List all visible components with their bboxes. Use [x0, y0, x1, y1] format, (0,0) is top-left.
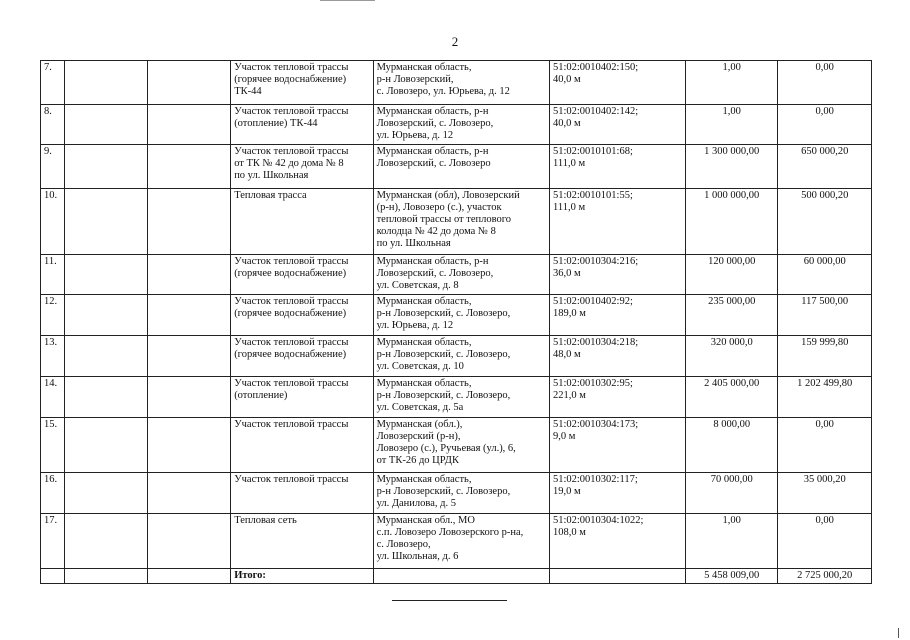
top-scan-mark	[320, 0, 375, 1]
residual-value: 0,00	[778, 418, 872, 473]
book-value: 8 000,00	[685, 418, 777, 473]
table-row	[41, 514, 872, 569]
empty-cell	[65, 61, 148, 105]
residual-value: 500 000,20	[778, 189, 872, 255]
residual-value: 117 500,00	[778, 295, 872, 336]
total-empty	[41, 569, 65, 584]
object-name: Участок тепловой трассы (горячее водоснабжение) ТК-44	[231, 61, 373, 105]
object-address: Мурманская область, р-н Ловозерский, с. Ловозеро, ул. Советская, д. 10	[373, 336, 549, 377]
cadastral-number: 51:02:0010304:218; 48,0 м	[549, 336, 685, 377]
object-address: Мурманская (обл), Ловозерский (р-н), Ловозеро (с.), участок тепловой трассы от теплового колодца № 42 до дома № 8 по ул. Школьная	[373, 189, 549, 255]
residual-value: 0,00	[778, 61, 872, 105]
object-address: Мурманская область, р-н Ловозерский, с. Ловозеро, ул. Советская, д. 8	[373, 255, 549, 295]
cadastral-number: 51:02:0010402:92; 189,0 м	[549, 295, 685, 336]
total-row	[41, 569, 872, 584]
row-number: 8.	[41, 105, 65, 145]
table-row	[41, 377, 872, 418]
object-address: Мурманская область, р-н Ловозерский, с. Ловозеро, ул. Данилова, д. 5	[373, 473, 549, 514]
page-number: 2	[451, 34, 459, 49]
object-name: Участок тепловой трассы (отопление)	[231, 377, 373, 418]
book-value: 320 000,0	[685, 336, 777, 377]
row-number: 12.	[41, 295, 65, 336]
empty-cell	[148, 336, 231, 377]
table-row	[41, 295, 872, 336]
row-number: 9.	[41, 145, 65, 189]
empty-cell	[148, 61, 231, 105]
object-name: Тепловая трасса	[231, 189, 373, 255]
row-number: 7.	[41, 61, 65, 105]
table-row	[41, 336, 872, 377]
cadastral-number: 51:02:0010302:117; 19,0 м	[549, 473, 685, 514]
empty-cell	[148, 189, 231, 255]
empty-cell	[65, 295, 148, 336]
cadastral-number: 51:02:0010304:173; 9,0 м	[549, 418, 685, 473]
book-value: 1 300 000,00	[685, 145, 777, 189]
empty-cell	[148, 418, 231, 473]
object-name: Участок тепловой трассы	[231, 473, 373, 514]
cadastral-number: 51:02:0010101:68; 111,0 м	[549, 145, 685, 189]
empty-cell	[65, 418, 148, 473]
empty-cell	[65, 473, 148, 514]
row-number: 16.	[41, 473, 65, 514]
residual-value: 650 000,20	[778, 145, 872, 189]
object-name: Участок тепловой трассы	[231, 418, 373, 473]
row-number: 14.	[41, 377, 65, 418]
cadastral-number: 51:02:0010101:55; 111,0 м	[549, 189, 685, 255]
empty-cell	[148, 255, 231, 295]
total-empty	[549, 569, 685, 584]
residual-value: 0,00	[778, 105, 872, 145]
empty-cell	[65, 105, 148, 145]
book-value: 2 405 000,00	[685, 377, 777, 418]
total-empty	[65, 569, 148, 584]
book-value: 1,00	[685, 514, 777, 569]
empty-cell	[65, 336, 148, 377]
total-empty	[148, 569, 231, 584]
table-row	[41, 418, 872, 473]
row-number: 17.	[41, 514, 65, 569]
cadastral-number: 51:02:0010302:95; 221,0 м	[549, 377, 685, 418]
table-row	[41, 473, 872, 514]
total-empty	[373, 569, 549, 584]
book-value: 1,00	[685, 61, 777, 105]
cadastral-number: 51:02:0010402:150; 40,0 м	[549, 61, 685, 105]
row-number: 11.	[41, 255, 65, 295]
table-row	[41, 105, 872, 145]
property-table	[40, 60, 872, 584]
object-address: Мурманская обл., МО с.п. Ловозеро Ловозерского р-на, с. Ловозеро, ул. Школьная, д. 6	[373, 514, 549, 569]
book-value: 120 000,00	[685, 255, 777, 295]
empty-cell	[148, 473, 231, 514]
object-name: Участок тепловой трассы от ТК № 42 до дома № 8 по ул. Школьная	[231, 145, 373, 189]
total-residual-value: 2 725 000,20	[778, 569, 872, 584]
book-value: 1,00	[685, 105, 777, 145]
object-address: Мурманская область, р-н Ловозерский, с. Ловозеро, ул. Юрьева, д. 12	[373, 61, 549, 105]
empty-cell	[65, 514, 148, 569]
book-value: 1 000 000,00	[685, 189, 777, 255]
empty-cell	[148, 377, 231, 418]
empty-cell	[65, 145, 148, 189]
residual-value: 60 000,00	[778, 255, 872, 295]
object-name: Тепловая сеть	[231, 514, 373, 569]
table-row	[41, 189, 872, 255]
total-book-value: 5 458 009,00	[685, 569, 777, 584]
residual-value: 1 202 499,80	[778, 377, 872, 418]
empty-cell	[65, 377, 148, 418]
table-row	[41, 145, 872, 189]
object-address: Мурманская область, р-н Ловозерский, с. Ловозеро, ул. Юрьева, д. 12	[373, 105, 549, 145]
object-address: Мурманская область, р-н Ловозерский, с. Ловозеро	[373, 145, 549, 189]
object-name: Участок тепловой трассы (горячее водоснабжение)	[231, 255, 373, 295]
cadastral-number: 51:02:0010402:142; 40,0 м	[549, 105, 685, 145]
book-value: 70 000,00	[685, 473, 777, 514]
empty-cell	[148, 514, 231, 569]
row-number: 15.	[41, 418, 65, 473]
cadastral-number: 51:02:0010304:1022; 108,0 м	[549, 514, 685, 569]
closing-rule	[392, 600, 507, 601]
object-name: Участок тепловой трассы (горячее водоснабжение)	[231, 336, 373, 377]
residual-value: 35 000,20	[778, 473, 872, 514]
object-name: Участок тепловой трассы (горячее водоснабжение)	[231, 295, 373, 336]
residual-value: 0,00	[778, 514, 872, 569]
table-row	[41, 61, 872, 105]
object-address: Мурманская область, р-н Ловозерский, с. Ловозеро, ул. Юрьева, д. 12	[373, 295, 549, 336]
margin-mark	[898, 628, 899, 638]
total-label: Итого:	[231, 569, 373, 584]
residual-value: 159 999,80	[778, 336, 872, 377]
empty-cell	[148, 105, 231, 145]
empty-cell	[148, 295, 231, 336]
book-value: 235 000,00	[685, 295, 777, 336]
row-number: 10.	[41, 189, 65, 255]
table-row	[41, 255, 872, 295]
object-address: Мурманская (обл.), Ловозерский (р-н), Ловозеро (с.), Ручьевая (ул.), 6, от ТК-26 до ЦРДК	[373, 418, 549, 473]
object-name: Участок тепловой трассы (отопление) ТК-44	[231, 105, 373, 145]
row-number: 13.	[41, 336, 65, 377]
empty-cell	[65, 189, 148, 255]
empty-cell	[65, 255, 148, 295]
object-address: Мурманская область, р-н Ловозерский, с. Ловозеро, ул. Советская, д. 5а	[373, 377, 549, 418]
empty-cell	[148, 145, 231, 189]
cadastral-number: 51:02:0010304:216; 36,0 м	[549, 255, 685, 295]
